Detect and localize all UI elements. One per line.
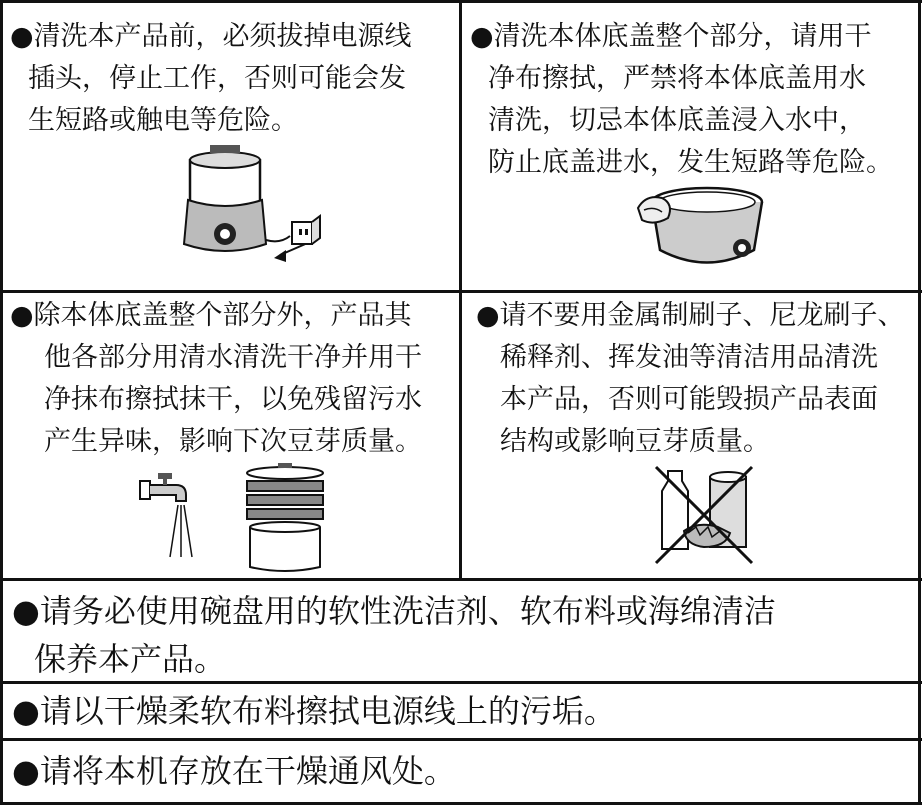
text-line: 产生异味，影响下次豆芽质量。 <box>44 426 422 457</box>
text-line: ●请不要用金属制刷子、尼龙刷子、 <box>476 300 905 331</box>
cell-unplug-warning <box>0 0 460 290</box>
text-line: 净布擦拭，严禁将本体底盖用水 <box>488 63 866 94</box>
text-line: 保养本产品。 <box>34 640 227 678</box>
wipe-base-icon <box>632 180 772 280</box>
cell-rinse-parts <box>0 293 460 578</box>
row-detergent <box>0 581 922 681</box>
text-line: ●清洗本产品前，必须拔掉电源线 <box>10 21 412 52</box>
row-storage <box>0 741 922 802</box>
row-cord-cleaning <box>0 684 922 738</box>
text-line: ●请务必使用碗盘用的软性洗洁剂、软布料或海绵清洁 <box>12 592 776 630</box>
faucet-icon <box>132 471 202 561</box>
cell-base-cleaning <box>462 0 922 290</box>
text-line: 净抹布擦拭抹干，以免残留污水 <box>44 384 422 415</box>
text-line: 插头，停止工作，否则可能会发 <box>28 63 406 94</box>
text-line: 清洗，切忌本体底盖浸入水中， <box>488 105 866 136</box>
text-line: 生短路或触电等危险。 <box>28 105 298 136</box>
prohibited-cleaners-icon <box>648 461 758 571</box>
text-line: ●除本体底盖整个部分外，产品其 <box>10 300 412 331</box>
cell-prohibited-cleaners <box>462 293 922 578</box>
text-line: 防止底盖进水，发生短路等危险。 <box>488 147 893 178</box>
text-line: 本产品，否则可能毁损产品表面 <box>500 384 878 415</box>
text-line: 结构或影响豆芽质量。 <box>500 426 770 457</box>
text-line: 稀释剂、挥发油等清洁用品清洗 <box>500 342 878 373</box>
steamer-parts-icon <box>240 463 330 573</box>
text-line: 他各部分用清水清洗干净并用干 <box>44 342 422 373</box>
text-line: ●请将本机存放在干燥通风处。 <box>12 752 456 790</box>
unplug-icon <box>170 140 340 270</box>
text-line: ●请以干燥柔软布料擦拭电源线上的污垢。 <box>12 692 616 730</box>
text-line: ●清洗本体底盖整个部分，请用干 <box>470 21 872 52</box>
